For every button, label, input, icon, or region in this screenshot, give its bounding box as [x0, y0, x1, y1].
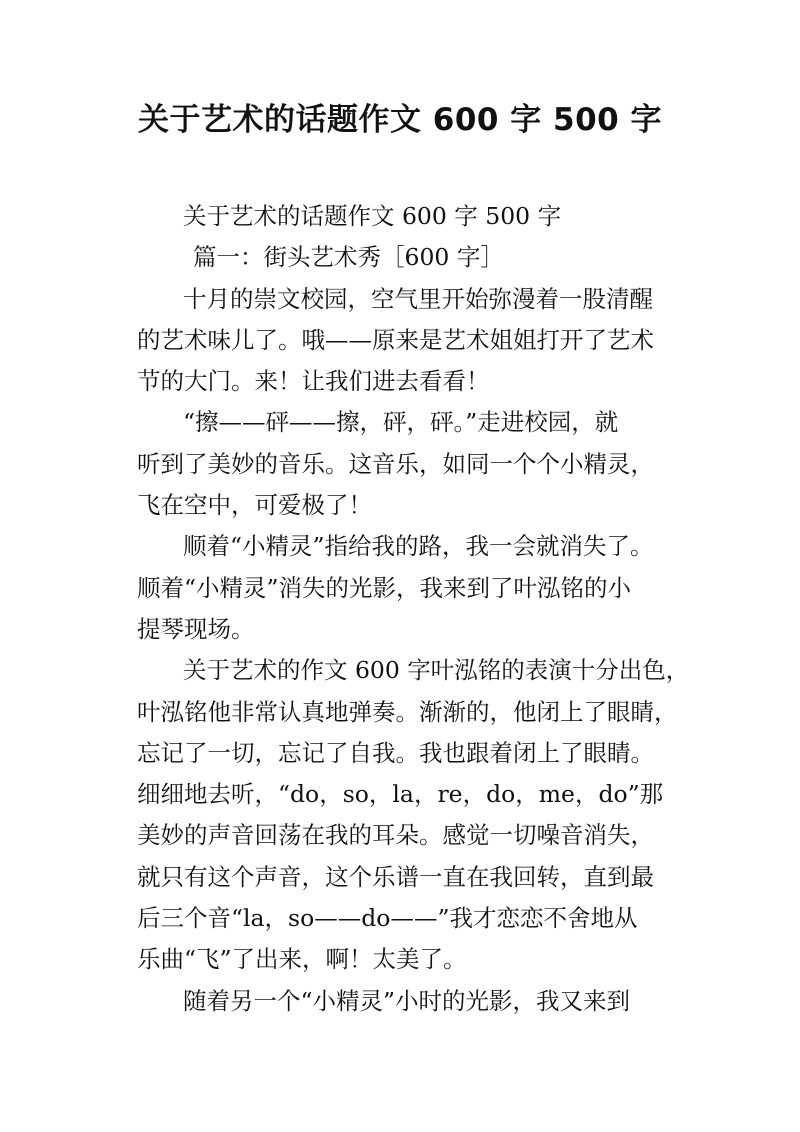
body-line: 飞在空中，可爱极了！ [137, 491, 372, 520]
body-line: 随着另一个“小精灵”小时的光影，我又来到 [183, 986, 631, 1015]
body-line: 听到了美妙的音乐。这音乐，如同一个个小精灵， [137, 449, 654, 478]
body-line: 美妙的声音回荡在我的耳朵。感觉一切噪音消失， [137, 821, 654, 850]
body-line: 就只有这个声音，这个乐谱一直在我回转，直到最 [137, 862, 654, 891]
body-line: 顺着“小精灵”指给我的路，我一会就消失了。 [183, 532, 654, 561]
body-line: 细细地去听，“do，so，la，re，do，me，do”那 [137, 780, 664, 809]
body-line: 关于艺术的话题作文 600 字 500 字 [183, 202, 562, 230]
body-line: 后三个音“la，so——do——”我才恋恋不舍地从 [137, 904, 638, 933]
body-line: 叶泓铭他非常认真地弹奏。渐渐的，他闭上了眼睛， [137, 697, 678, 726]
body-line: 忘记了一切，忘记了自我。我也跟着闭上了眼睛。 [137, 738, 654, 767]
body-line: 节的大门。来！让我们进去看看！ [137, 367, 490, 396]
body-line: “擦——砰——擦，砰，砰。”走进校园，就 [183, 408, 619, 437]
body-line: 乐曲“飞”了出来，啊！太美了。 [137, 945, 467, 974]
body-line: 关于艺术的作文 600 字叶泓铭的表演十分出色， [183, 656, 690, 685]
body-line: 的艺术味儿了。哦——原来是艺术姐姐打开了艺术 [137, 325, 654, 354]
body-line: 提琴现场。 [137, 614, 255, 643]
body-line: 十月的崇文校园，空气里开始弥漫着一股清醒 [183, 284, 653, 313]
body-line: 顺着“小精灵”消失的光影，我来到了叶泓铭的小 [137, 573, 632, 602]
document-body [137, 196, 690, 1022]
document-title: 关于艺术的话题作文 600 字 500 字 [137, 102, 663, 138]
body-line: 篇一：街头艺术秀［600 字］ [193, 243, 504, 272]
